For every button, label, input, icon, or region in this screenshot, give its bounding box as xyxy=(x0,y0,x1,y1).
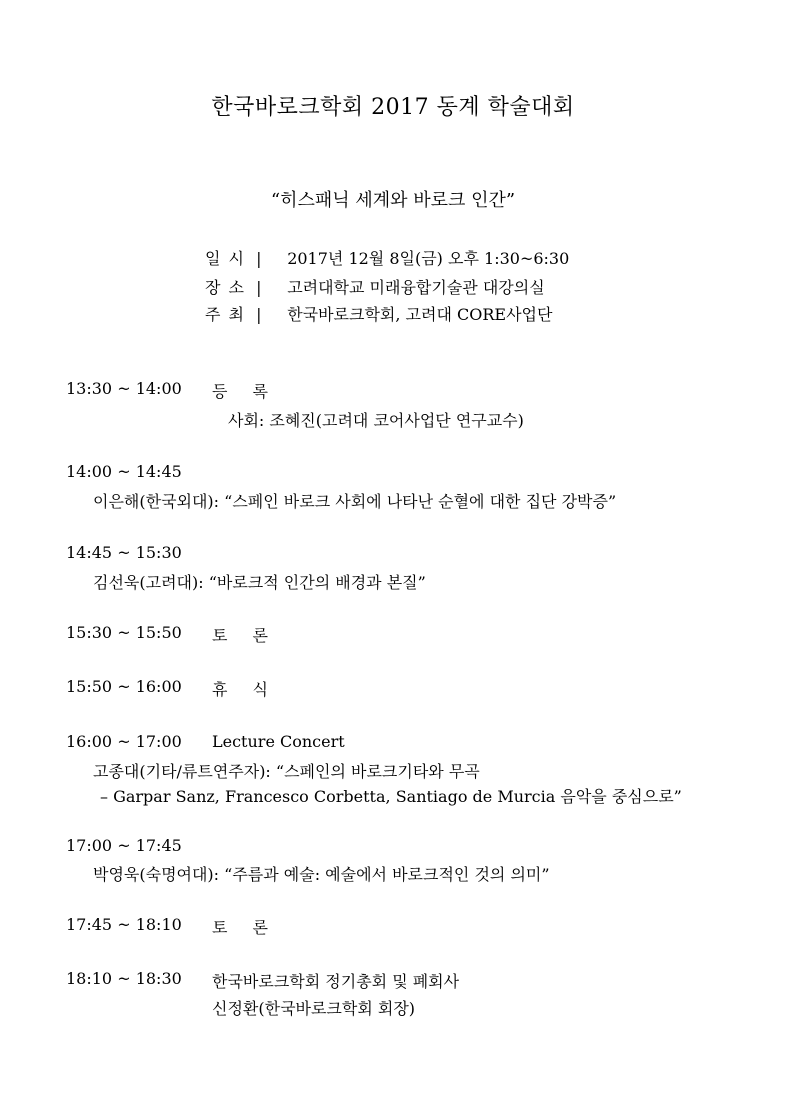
session-detail: 사회: 조혜진(고려대 코어사업단 연구교수) xyxy=(228,411,524,430)
session-title: Lecture Concert xyxy=(212,732,345,751)
session-title: 토 론 xyxy=(212,626,278,645)
session-title: 휴 식 xyxy=(212,680,278,699)
info-label: 주최 xyxy=(205,305,252,324)
info-value: 고려대학교 미래융합기술관 대강의실 xyxy=(287,278,545,297)
info-label: 장소 xyxy=(205,278,252,297)
session-time: 15:30 ~ 15:50 xyxy=(66,623,182,642)
info-value: 한국바로크학회, 고려대 CORE사업단 xyxy=(287,305,553,324)
session-detail: 김선욱(고려대): “바로크적 인간의 배경과 본질” xyxy=(93,573,426,592)
session-time: 13:30 ~ 14:00 xyxy=(66,379,182,398)
info-label: 일시 xyxy=(205,249,252,268)
session-title: 토 론 xyxy=(212,918,278,937)
session-time: 14:45 ~ 15:30 xyxy=(66,543,182,562)
info-value: 2017년 12월 8일(금) 오후 1:30~6:30 xyxy=(287,249,570,268)
session-time: 17:00 ~ 17:45 xyxy=(66,836,182,855)
info-separator: | xyxy=(256,249,262,268)
session-detail: 이은해(한국외대): “스페인 바로크 사회에 나타난 순혈에 대한 집단 강박증” xyxy=(93,492,617,511)
session-detail-continued: – Garpar Sanz, Francesco Corbetta, Santiago de Murcia 음악을 중심으로” xyxy=(100,787,682,806)
session-detail: 고종대(기타/류트연주자): “스페인의 바로크기타와 무곡 xyxy=(93,762,480,781)
page-subtitle: “히스패닉 세계와 바로크 인간” xyxy=(270,190,516,211)
info-separator: | xyxy=(256,305,262,324)
session-time: 15:50 ~ 16:00 xyxy=(66,677,182,696)
info-row-date xyxy=(205,246,569,269)
info-separator: | xyxy=(256,278,262,297)
session-detail: 박영욱(숙명여대): “주름과 예술: 예술에서 바로크적인 것의 의미” xyxy=(93,865,550,884)
info-row-host xyxy=(205,302,552,325)
session-detail: 신정환(한국바로크학회 회장) xyxy=(212,999,416,1018)
session-title: 한국바로크학회 정기총회 및 폐회사 xyxy=(212,972,460,991)
page-title: 한국바로크학회 2017 동계 학술대회 xyxy=(211,95,575,120)
info-row-place xyxy=(205,275,545,298)
session-time: 18:10 ~ 18:30 xyxy=(66,969,182,988)
session-time: 14:00 ~ 14:45 xyxy=(66,462,182,481)
session-title: 등 록 xyxy=(212,382,278,401)
session-time: 16:00 ~ 17:00 xyxy=(66,732,182,751)
session-time: 17:45 ~ 18:10 xyxy=(66,915,182,934)
